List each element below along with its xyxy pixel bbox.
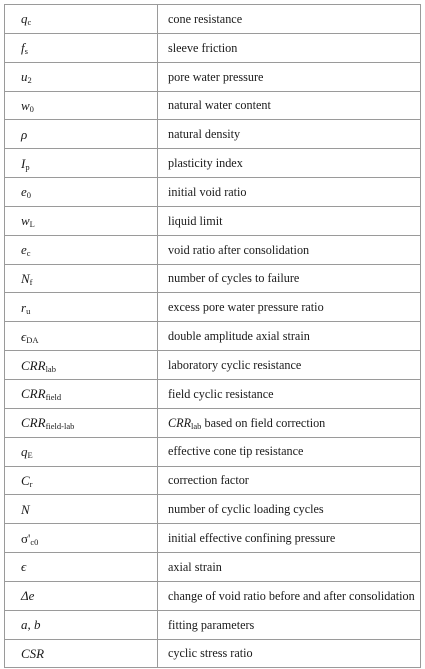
description-cell: correction factor (158, 466, 421, 495)
symbol-cell: $u_2$ (5, 62, 158, 91)
table-row (5, 206, 421, 235)
description-cell: sleeve friction (158, 33, 421, 62)
description-cell: pore water pressure (158, 62, 421, 91)
table-row (5, 33, 421, 62)
description-cell: change of void ratio before and after consolidation (158, 581, 421, 610)
symbol-cell: $C_r$ (5, 466, 158, 495)
description-cell: void ratio after consolidation (158, 235, 421, 264)
table-row (5, 610, 421, 639)
description-cell: liquid limit (158, 206, 421, 235)
symbol-cell: $e_c$ (5, 235, 158, 264)
table-row (5, 524, 421, 553)
table-row (5, 351, 421, 380)
description-cell (158, 408, 421, 437)
symbol-cell: $q_c$ (5, 5, 158, 34)
table-row (5, 581, 421, 610)
symbol-cell: $r_u$ (5, 293, 158, 322)
symbol-cell: $CRR_{field}$ (5, 379, 158, 408)
table-row (5, 120, 421, 149)
table-row (5, 379, 421, 408)
table-row (5, 553, 421, 582)
description-cell: excess pore water pressure ratio (158, 293, 421, 322)
description-cell: cone resistance (158, 5, 421, 34)
symbol-cell: $\sigma'_{c0}$ (5, 524, 158, 553)
description-cell: initial void ratio (158, 178, 421, 207)
description-cell: initial effective confining pressure (158, 524, 421, 553)
description-symbol: CRR (168, 415, 192, 430)
table-row (5, 495, 421, 524)
table-row (5, 178, 421, 207)
description-cell: fitting parameters (158, 610, 421, 639)
symbol-cell: $e_0$ (5, 178, 158, 207)
description-cell: natural water content (158, 91, 421, 120)
description-cell: effective cone tip resistance (158, 437, 421, 466)
symbol-cell: $f_s$ (5, 33, 158, 62)
symbol-cell: ρ (5, 120, 158, 149)
table-row (5, 293, 421, 322)
table-row (5, 149, 421, 178)
symbol-cell: Δe (5, 581, 158, 610)
symbol-cell: N (5, 495, 158, 524)
description-cell: natural density (158, 120, 421, 149)
table-row (5, 62, 421, 91)
symbol-cell: $q_E$ (5, 437, 158, 466)
symbol-cell: $CRR_{field-lab}$ (5, 408, 158, 437)
description-cell: number of cycles to failure (158, 264, 421, 293)
description-cell: laboratory cyclic resistance (158, 351, 421, 380)
table-row (5, 466, 421, 495)
symbol-table (4, 4, 421, 668)
symbol-cell: ϵ (5, 553, 158, 582)
description-cell: double amplitude axial strain (158, 322, 421, 351)
description-cell: plasticity index (158, 149, 421, 178)
description-cell: axial strain (158, 553, 421, 582)
symbol-cell: $I_p$ (5, 149, 158, 178)
table-row (5, 264, 421, 293)
table-row (5, 91, 421, 120)
description-cell: cyclic stress ratio (158, 639, 421, 668)
symbol-cell: $CRR_{lab}$ (5, 351, 158, 380)
description-symbol-subscript: lab (191, 420, 202, 431)
description-cell: number of cyclic loading cycles (158, 495, 421, 524)
symbol-cell: $\epsilon_{DA}$ (5, 322, 158, 351)
symbol-cell: $w_L$ (5, 206, 158, 235)
table-row (5, 408, 421, 437)
description-cell: field cyclic resistance (158, 379, 421, 408)
table-row (5, 437, 421, 466)
description-text: based on field correction (201, 415, 326, 430)
symbol-cell: a, b (5, 610, 158, 639)
symbol-cell: CSR (5, 639, 158, 668)
symbol-cell: $w_0$ (5, 91, 158, 120)
symbol-cell: $N_f$ (5, 264, 158, 293)
symbol-table-container (4, 4, 420, 668)
table-row (5, 5, 421, 34)
table-row (5, 322, 421, 351)
table-row (5, 639, 421, 668)
table-row (5, 235, 421, 264)
